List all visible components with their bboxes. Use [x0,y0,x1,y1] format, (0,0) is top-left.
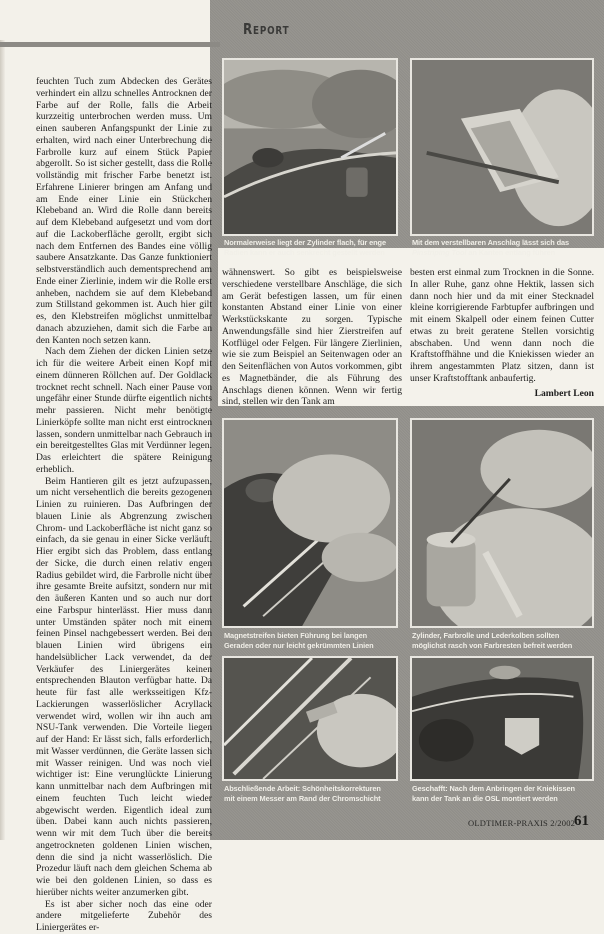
section-title: Report [243,20,290,38]
magnet-strip-image [224,420,396,626]
header-rule [0,42,220,47]
caption: Normalerweise liegt der Zylinder flach, für enge Radien kann er auch senkrecht gestellt werden [224,238,386,257]
paragraph: besten erst einmal zum Trocknen in die Sonne. In aller Ruhe, ganz ohne Hektik, lassen sich dann noch hier und da mit einer Stecknadel kleine korrigierende Farbtupfer aufbringen und mit einem Skalpell oder einem feinen Cutter etwas zu breit geratene Stellen vorsichtig abschaben. Und wenn dann noch die Kraftstoffhähne und die Kniekissen wieder an ihrem angestammten Platz sitzen, dann ist unser Kraftstofftank anbaufertig. [410,267,594,384]
scraping-image [224,658,396,779]
article-column-left [36,76,212,934]
cleaning-image [412,420,592,626]
top-margin [0,0,190,40]
photo-tool-stop [410,58,594,236]
caption: Magnetstreifen bieten Führung bei langen Geraden oder nur leicht gekrümmten Linien [224,631,374,650]
page-spine-shadow [0,0,5,840]
photo-tank-roller [222,58,398,236]
article-column-right [410,267,594,399]
page-number: 61 [574,813,589,829]
finished-tank-image [412,658,592,779]
caption: Geschafft: Nach dem Anbringen der Kniekissen kann der Tank an die OSL montiert werden [412,784,575,803]
magazine-issue: OLDTIMER-PRAXIS 2/2002 [468,818,576,828]
article-column-middle [222,267,402,408]
photo-cleaning [410,418,594,628]
tank-roller-image [224,60,396,234]
paragraph: Es ist aber sicher noch das eine oder andere mitgelieferte Zubehör des Liniergerätes er- [36,898,212,933]
paragraph: Nach dem Ziehen der dicken Linien setze ich für die weitere Arbeit einen Kopf mit einem dünneren Röllchen auf. Der Goldlack trocknet recht schnell. Nach einer Pause von ungefähr einer Stunde dürfte eigentlich nichts mehr passieren. Nicht mehr benötigte Linierköpfe sollte man nicht erst eintrocknen lassen, sondern unmittelbar nach Gebrauch in ein bereitgestelltes Glas mit Verdünner legen. Das erleichtert die spätere Reinigung erheblich. [36,346,212,475]
caption: Mit dem verstellbaren Anschlag lässt sich das Pinstriping Tool an Kanten entlang führen [412,238,570,257]
photo-finished-tank [410,656,594,781]
paragraph: feuchten Tuch zum Abdecken des Gerätes verhindert ein allzu schnelles Antrocknen der Farbe auf der Rolle, falls die Arbeit kurzzeitig unterbrochen werden muss. Um einen sauberen Anfangspunkt der Linie zu erhalten, wird nach einer Unterbrechung die Farbrolle kurz auf einem Stück Papier abgerollt. So ist sicher gestellt, dass die Rolle vollständig mit frischer Farbe benetzt ist. Erfahrene Linierer bringen am Anfang und am Ende einer Linie ein Stückchen Klebeband an. Wird die Rolle dann bereits auf dem Klebeband aufgesetzt und vom dort auf die Lackoberfläche gerollt, ergibt sich nach dem Entfernen des Bandes eine völlig saubere Ansatzkante. Das Ganze funktioniert selbstverständlich auch dementsprechend am Ende einer Zierlinie, indem wir die Rolle erst anheben, nachdem sie auf dem Klebeband zum Stillstand gekommen ist. Auch hier gilt es, den Klebstreifen möglichst unmittelbar danach abzuziehen, damit sich die Farbe an den Kanten noch setzen kann. [36,76,212,346]
paragraph: Beim Hantieren gilt es jetzt aufzupassen, um nicht versehentlich die bereits gezogenen Linien zu ruinieren. Das Aufbringen der blauen Linie als Abgrenzung zwischen Chrom- und Lackoberfläche ist nicht ganz so einfach, da sie genau in einer Sicke verläuft. Hier ergibt sich das Problem, dass entlang der Sicke, die durch einen relativ engen Radius gebildet wird, die Farbrolle nicht über ihre gesamte Breite aufsitzt, sondern nur mit den äußeren Kanten und so auch nur dort eine Farbspur hinterlässt. Hier muss dann unter Umständen später noch mit einem feinen Pinsel nachgebessert werden. Bei den blauen Linien wird übrigens ein handelsüblicher Lack verwendet, da der Verkäufer des Liniergerätes keinen entsprechenden Blauton verfügbar hatte. Da heute für fast alle werksseitigen Kfz-Lackierungen wasserlöslicher Acryllack verwendet wird, wollen wir ihn auch am NSU-Tank verwenden. Die Vorteile liegen auf der Hand: Er lässt sich, falls erforderlich, mit Wasser verdünnen, die Geräte lassen sich mit Wasser reinigen. Und was noch viel wichtiger ist: Eine verunglückte Linierung kann unmittelbar nach dem Aufbringen mit einem feuchten Tuch leicht wieder abgewischt werden. Eigentlich ideal zum üben. Dabei kann auch nichts passieren, wenn wir mit dem Tuch über die bereits angetrockneten goldenen Linien wischen, denn die sind ja nicht wasserlöslich. Die Prozedur läuft nach dem gleichen Schema ab wie bei den goldenen Linien, so dass es hierüber nichts weiter anzumerken gibt. [36,475,212,898]
photo-scraping [222,656,398,781]
caption: Abschließende Arbeit: Schönheitskorrekturen mit einem Messer am Rand der Chromschicht [224,784,381,803]
caption: Zylinder, Farbrolle und Lederkolben sollten möglichst rasch von Farbresten befreit werden [412,631,573,650]
tool-stop-image [412,60,592,234]
author-byline: Lambert Leon [534,387,594,399]
photo-magnet-strip [222,418,398,628]
paragraph: wähnenswert. So gibt es beispielsweise verschiedene verstellbare Anschläge, die sich am Gerät befestigen lassen, um für einen konstanten Abstand einer Linie von einer Werkstückskante zu sorgen. Typische Anwendungsfälle sind hier Zierstreifen auf Kotflügel oder Felgen. Für längere Zierlinien, wie sie zum Beispiel an Seitenwagen oder an den Seitenflächen von Autos vorkommen, gibt es Magnetbänder, die als Führung des Anschlags dienen können. Wenn wir fertig sind, stellen wir den Tank am [222,267,402,408]
